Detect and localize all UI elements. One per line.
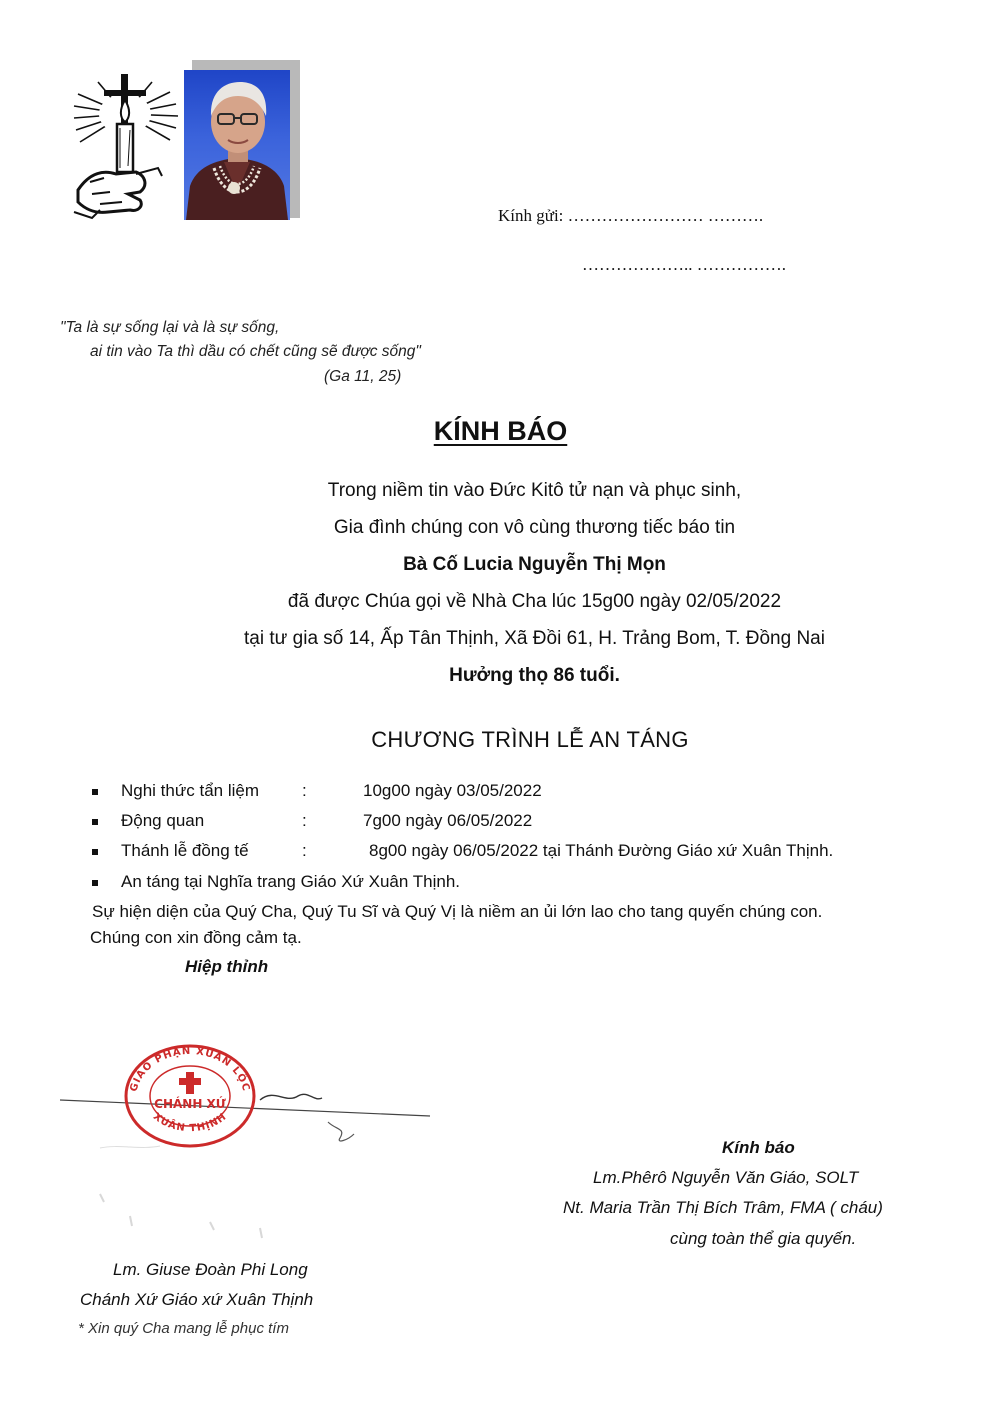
- announcement: [0, 472, 1001, 694]
- program-item: [0, 811, 1001, 841]
- program-item-colon: :: [302, 811, 307, 830]
- age-line: Hưởng thọ 86 tuổi.: [449, 665, 620, 686]
- right-signature-line-2: Nt. Maria Trần Thị Bích Trâm, FMA ( cháu): [563, 1198, 883, 1217]
- right-signature-heading: Kính báo: [722, 1138, 795, 1157]
- bullet-icon: [92, 849, 98, 855]
- program-item: [0, 841, 1001, 871]
- deceased-name: Bà Cố Lucia Nguyễn Thị Mọn: [403, 554, 666, 575]
- svg-text:XUÂN THỊNH: [151, 1111, 229, 1134]
- program-item-value: 7g00 ngày 06/05/2022: [363, 811, 533, 830]
- right-signature-line-1: Lm.Phêrô Nguyễn Văn Giáo, SOLT: [593, 1168, 859, 1187]
- program-item-label: Nghi thức tẩn liệm: [121, 781, 259, 800]
- program-item: [0, 781, 1001, 811]
- program-item: [0, 872, 1001, 902]
- parish-stamp: [122, 1042, 258, 1148]
- closing-line-1: Sự hiện diện của Quý Cha, Quý Tu Sĩ và Quý Vị là niềm an ủi lớn lao cho tang quyến chúng con.: [92, 902, 823, 921]
- bullet-icon: [92, 880, 98, 886]
- bullet-icon: [92, 819, 98, 825]
- quote-line-2: ai tin vào Ta thì dầu có chết cũng sẽ được sống": [90, 343, 421, 360]
- left-signature-name: Lm. Giuse Đoàn Phi Long: [113, 1260, 308, 1279]
- faint-marks: [90, 1186, 280, 1246]
- program-item-value: 8g00 ngày 06/05/2022 tại Thánh Đường Giáo xứ Xuân Thịnh.: [369, 841, 834, 860]
- bullet-icon: [92, 789, 98, 795]
- announcement-line-5: tại tư gia số 14, Ấp Tân Thịnh, Xã Đồi 61, H. Trảng Bom, T. Đồng Nai: [244, 628, 825, 649]
- burial-line: An táng tại Nghĩa trang Giáo Xứ Xuân Thịnh.: [121, 872, 461, 891]
- page-title: KÍNH BÁO: [433, 416, 568, 446]
- announcement-line-1: Trong niềm tin vào Đức Kitô tử nạn và phục sinh,: [327, 480, 742, 501]
- program-item-label: Thánh lễ đồng tế: [121, 841, 249, 860]
- hiep-thinh: Hiệp thỉnh: [185, 957, 269, 976]
- recipient-line-2: ……………….. …………….: [582, 255, 786, 274]
- left-signature-role: Chánh Xứ Giáo xứ Xuân Thịnh: [80, 1290, 314, 1309]
- program-item-value: 10g00 ngày 03/05/2022: [363, 781, 542, 800]
- announcement-line-2: Gia đình chúng con vô cùng thương tiếc báo tin: [333, 517, 736, 538]
- cross-candle-logo: [70, 72, 190, 222]
- stamp-arc-bottom: XUÂN THỊNH: [150, 1111, 230, 1135]
- program-item-colon: :: [302, 781, 307, 800]
- stamp-arc-top: GIÁO PHẬN XUÂN LỘC: [128, 1045, 252, 1094]
- right-signature-line-3: cùng toàn thể gia quyến.: [670, 1229, 857, 1248]
- program-item-label: Động quan: [121, 811, 205, 830]
- program-title: CHƯƠNG TRÌNH LỄ AN TÁNG: [371, 727, 689, 752]
- program-item-colon: :: [302, 841, 307, 860]
- announcement-line-4: đã được Chúa gọi về Nhà Cha lúc 15g00 ngày 02/05/2022: [287, 591, 782, 612]
- recipient-label: Kính gửi: …………………… ……….: [498, 206, 764, 225]
- stamp-center: CHÁNH XỨ: [154, 1097, 226, 1111]
- footnote: * Xin quý Cha mang lễ phục tím: [78, 1320, 289, 1337]
- deceased-portrait: [184, 70, 290, 220]
- quote-reference: (Ga 11, 25): [324, 368, 402, 385]
- closing-line-2: Chúng con xin đồng cảm tạ.: [90, 928, 302, 947]
- quote-line-1: "Ta là sự sống lại và là sự sống,: [60, 319, 280, 336]
